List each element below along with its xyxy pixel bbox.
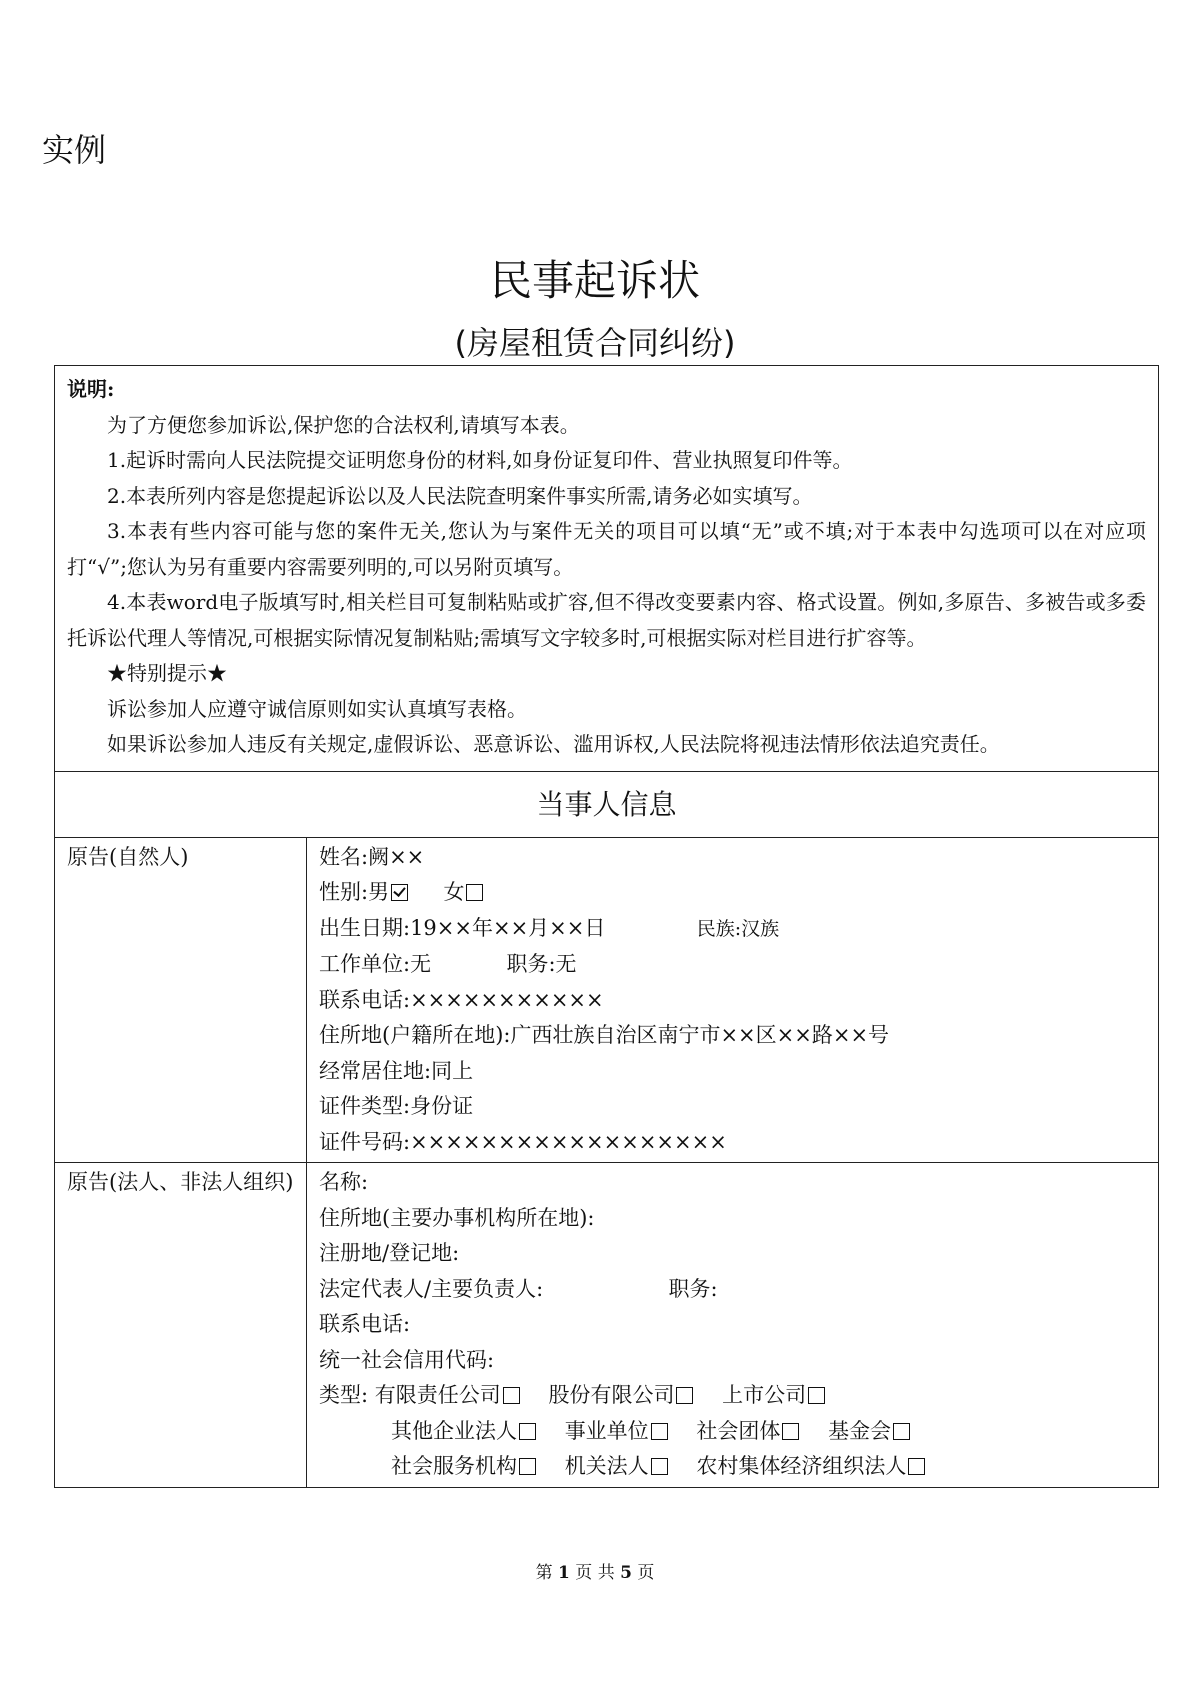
checkbox-icon[interactable] [651,1423,668,1440]
total-page-number: 5 [620,1563,632,1583]
checkbox-icon[interactable] [893,1423,910,1440]
org-name-field[interactable]: 名称: [319,1170,369,1194]
type-option: 机关法人 [565,1454,668,1478]
checkbox-icon[interactable] [676,1387,693,1404]
type-option: 基金会 [828,1419,910,1443]
checkbox-icon[interactable] [519,1458,536,1475]
registered-place-field[interactable]: 注册地/登记地: [319,1241,460,1265]
position-field[interactable]: 职务:无 [506,952,577,976]
checkbox-icon[interactable] [651,1458,668,1475]
type-option: 社会团体 [696,1419,799,1443]
current-page-number: 1 [558,1563,570,1583]
checkbox-icon[interactable] [808,1387,825,1404]
male-checkbox-checked-icon[interactable] [391,884,408,901]
address-field[interactable]: 住所地(户籍所在地):广西壮族自治区南宁市××区××路××号 [319,1023,890,1047]
instructions-paragraph: 为了方便您参加诉讼,保护您的合法权利,请填写本表。 [107,412,580,437]
type-option: 有限责任公司 [375,1383,520,1407]
instructions-paragraph: 如果诉讼参加人违反有关规定,虚假诉讼、恶意诉讼、滥用诉权,人民法院将视违法情形依法追究责任。 [107,732,1000,756]
org-type-label: 类型: [319,1383,369,1407]
id-type-field[interactable]: 证件类型:身份证 [319,1094,474,1118]
party-info-section-title: 当事人信息 [55,772,1158,838]
name-field[interactable]: 姓名:阙×× [319,844,425,869]
phone-field[interactable]: 联系电话:××××××××××× [319,987,604,1012]
type-option: 股份有限公司 [548,1383,693,1407]
instructions-heading: 说明: [67,377,115,401]
credit-code-field[interactable]: 统一社会信用代码: [319,1347,495,1372]
instructions-block [55,366,1158,772]
instructions-paragraph: 4.本表word电子版填写时,相关栏目可复制粘贴或扩容,但不得改变要素内容、格式设置。例如,多原告、多被告或多委托诉讼代理人等情况,可根据实际情况复制粘贴;需填写文字较多时,可根据实际对栏目进行扩容等。 [67,590,1146,650]
residence-field[interactable]: 经常居住地:同上 [319,1058,474,1083]
plaintiff-legal-person-label: 原告(法人、非法人组织) [55,1163,307,1487]
representative-position-field[interactable]: 职务: [668,1276,718,1301]
checkbox-icon[interactable] [503,1387,520,1404]
checkbox-icon[interactable] [908,1458,925,1475]
plaintiff-natural-person-fields [307,838,1158,1163]
type-option: 其他企业法人 [391,1419,536,1443]
plaintiff-natural-person-label: 原告(自然人) [55,838,307,1163]
page-footer: 第 1 页 共 5 页 [535,1563,655,1583]
plaintiff-natural-person-row [55,838,1158,1163]
special-notice-heading: ★特别提示★ [107,661,227,685]
document-title: 民事起诉状 [489,256,700,305]
org-type-row-2 [319,1414,1146,1450]
instructions-paragraph: 诉讼参加人应遵守诚信原则如实认真填写表格。 [107,696,527,721]
id-number-field[interactable]: 证件号码:×××××××××××××××××× [319,1129,727,1154]
org-phone-field[interactable]: 联系电话: [319,1312,411,1336]
type-option: 社会服务机构 [391,1454,536,1478]
representative-field[interactable]: 法定代表人/主要负责人: [319,1276,544,1301]
gender-label: 性别: [319,880,369,904]
example-label: 实例 [42,131,107,169]
document-subtitle: (房屋租赁合同纠纷) [454,324,736,362]
female-option-label: 女 [443,880,465,904]
instructions-paragraph: 2.本表所列内容是您提起诉讼以及人民法院查明案件事实所需,请务必如实填写。 [107,483,813,508]
org-type-row-1 [319,1378,1146,1414]
instructions-paragraph: 3.本表有些内容可能与您的案件无关,您认为与案件无关的项目可以填“无”或不填;对于本表中勾选项可以在对应项打“√”;您认为另有重要内容需要列明的,可以另附页填写。 [67,519,1146,579]
gender-field [319,875,1146,911]
checkbox-icon[interactable] [782,1423,799,1440]
org-type-row-3 [319,1449,1146,1485]
work-unit-field[interactable]: 工作单位:无 [319,952,432,976]
checkbox-icon[interactable] [519,1423,536,1440]
work-position-line [319,947,1146,983]
plaintiff-legal-person-row [55,1162,1158,1487]
male-option-label: 男 [368,880,390,904]
type-option: 农村集体经济组织法人 [696,1454,925,1478]
complaint-form-table [54,365,1159,1488]
org-address-field[interactable]: 住所地(主要办事机构所在地): [319,1205,595,1230]
instructions-paragraph: 1.起诉时需向人民法院提交证明您身份的材料,如身份证复印件、营业执照复印件等。 [107,448,853,472]
birth-ethnicity-line [319,911,1146,948]
type-option: 上市公司 [722,1383,825,1407]
type-option: 事业单位 [565,1419,668,1443]
representative-line [319,1272,1146,1308]
female-checkbox-icon[interactable] [466,884,483,901]
birth-date-field[interactable]: 出生日期:19××年××月××日 [319,915,606,940]
ethnicity-field[interactable]: 民族:汉族 [696,917,780,940]
plaintiff-legal-person-fields [307,1163,1158,1487]
